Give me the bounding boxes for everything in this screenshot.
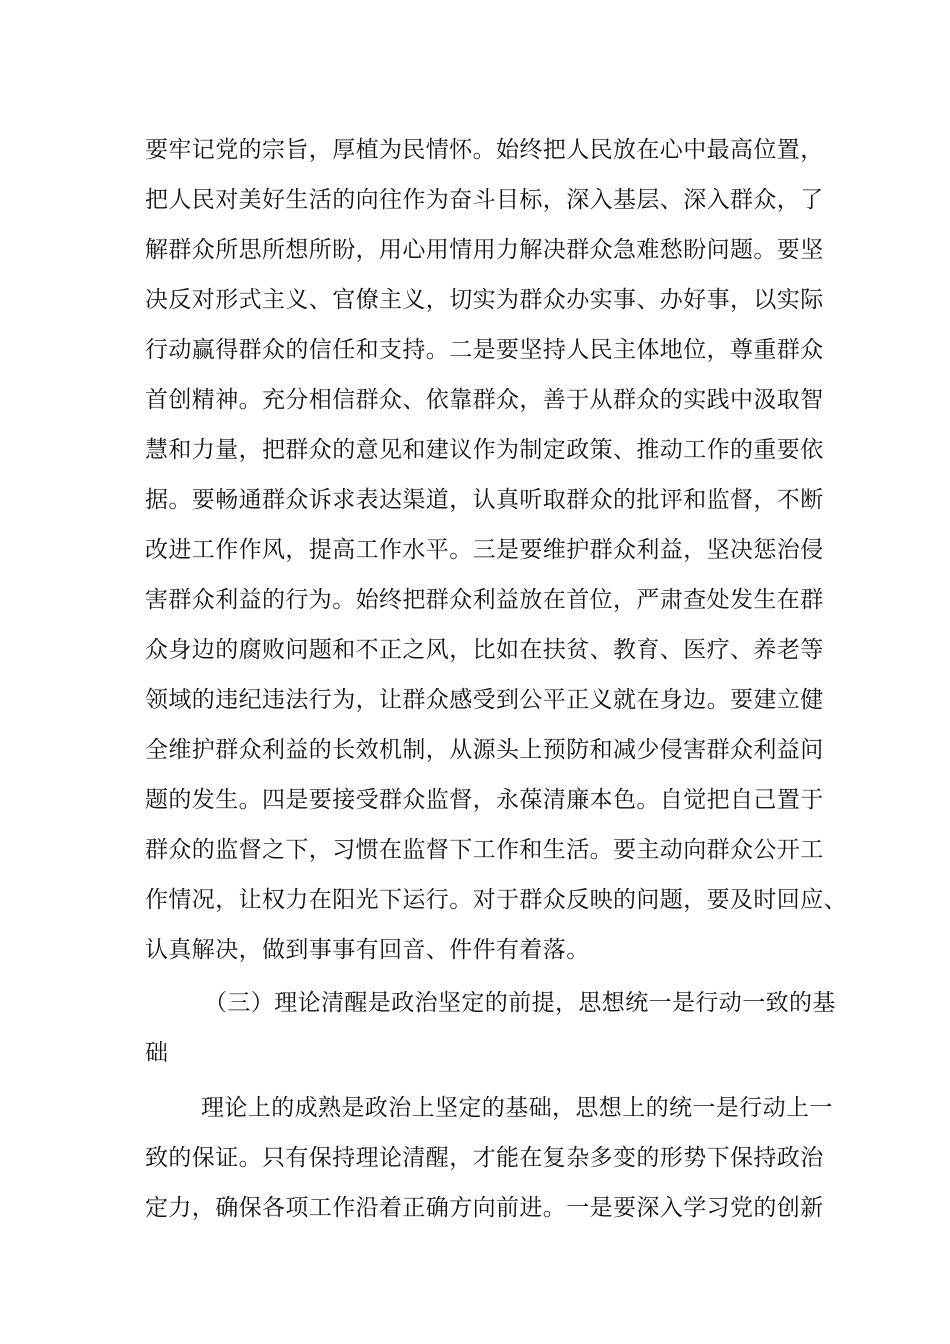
paragraph-line: 改进工作作风，提高工作水平。三是要维护群众利益，坚决惩治侵 (145, 537, 824, 563)
paragraph-line: 认真解决，做到事事有回音、件件有着落。 (145, 937, 590, 963)
paragraph-line: 首创精神。充分相信群众、依靠群众，善于从群众的实践中汲取智 (145, 387, 824, 413)
section-heading-line: （三）理论清醒是政治坚定的前提，思想统一是行动一致的基 (204, 990, 836, 1016)
paragraph-line: 领域的违纪违法行为，让群众感受到公平正义就在身边。要建立健 (145, 687, 824, 713)
paragraph-line: 群众的监督之下，习惯在监督下工作和生活。要主动向群众公开工 (145, 837, 824, 863)
paragraph-line: 慧和力量，把群众的意见和建议作为制定政策、推动工作的重要依 (145, 437, 824, 463)
paragraph-line: 致的保证。只有保持理论清醒，才能在复杂多变的形势下保持政治 (145, 1145, 824, 1171)
paragraph-line: 决反对形式主义、官僚主义，切实为群众办实事、办好事，以实际 (145, 287, 824, 313)
paragraph-line: 解群众所思所想所盼，用心用情用力解决群众急难愁盼问题。要坚 (145, 237, 824, 263)
paragraph-line: 题的发生。四是要接受群众监督，永葆清廉本色。自觉把自己置于 (145, 787, 824, 813)
paragraph-line: 作情况，让权力在阳光下运行。对于群众反映的问题，要及时回应、 (145, 887, 847, 913)
paragraph-line: 要牢记党的宗旨，厚植为民情怀。始终把人民放在心中最高位置， (145, 137, 824, 163)
paragraph-line: 据。要畅通群众诉求表达渠道，认真听取群众的批评和监督，不断 (145, 487, 824, 513)
paragraph-line: 行动赢得群众的信任和支持。二是要坚持人民主体地位，尊重群众 (145, 337, 824, 363)
paragraph-line: 众身边的腐败问题和不正之风，比如在扶贫、教育、医疗、养老等 (145, 637, 824, 663)
paragraph-line: 理论上的成熟是政治上坚定的基础，思想上的统一是行动上一 (201, 1095, 833, 1121)
paragraph-line: 害群众利益的行为。始终把群众利益放在首位，严肃查处发生在群 (145, 587, 824, 613)
section-heading-line: 础 (145, 1040, 169, 1066)
paragraph-line: 把人民对美好生活的向往作为奋斗目标，深入基层、深入群众，了 (145, 187, 824, 213)
paragraph-line: 全维护群众利益的长效机制，从源头上预防和减少侵害群众利益问 (145, 737, 824, 763)
paragraph-line: 定力，确保各项工作沿着正确方向前进。一是要深入学习党的创新 (145, 1195, 824, 1221)
